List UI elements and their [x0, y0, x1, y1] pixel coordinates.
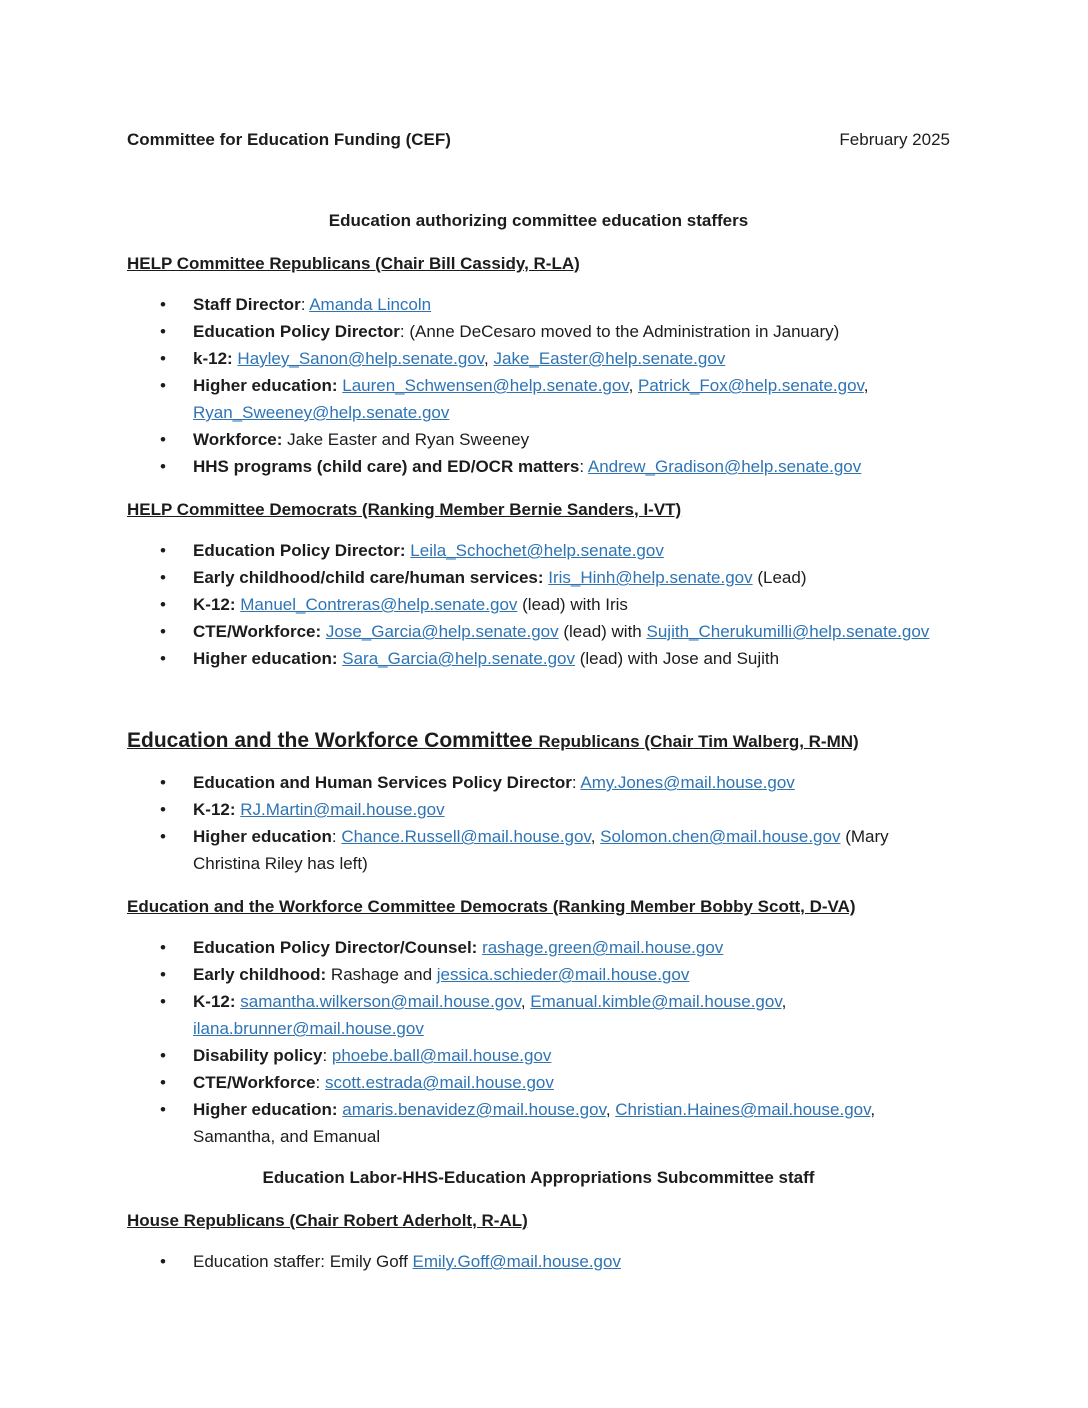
email-link[interactable]: Iris_Hinh@help.senate.gov	[548, 568, 753, 587]
text-run: ,	[781, 992, 787, 1011]
text-run: Samantha, and Emanual	[193, 1127, 381, 1146]
committee-section	[127, 1206, 950, 1275]
section-heading	[127, 1206, 950, 1235]
email-link[interactable]: RJ.Martin@mail.house.gov	[240, 800, 445, 819]
email-link[interactable]: Patrick_Fox@help.senate.gov	[638, 376, 864, 395]
email-link[interactable]: Jake_Easter@help.senate.gov	[493, 349, 726, 368]
committee-section	[127, 726, 950, 877]
document-header	[127, 126, 950, 153]
staffer-item	[127, 291, 950, 318]
email-link[interactable]: Lauren_Schwensen@help.senate.gov	[342, 376, 629, 395]
text-run: CTE/Workforce:	[193, 622, 322, 641]
email-link[interactable]: rashage.green@mail.house.gov	[482, 938, 724, 957]
document-date: February 2025	[839, 130, 950, 149]
text-run: Disability policy	[193, 1046, 323, 1065]
staffer-item	[127, 372, 950, 426]
text-run: Education Policy Director:	[193, 541, 406, 560]
section-heading	[127, 892, 950, 921]
email-link[interactable]: samantha.wilkerson@mail.house.gov	[240, 992, 521, 1011]
text-run: ,	[520, 992, 531, 1011]
text-run: Rashage and	[326, 965, 437, 984]
email-link[interactable]: Jose_Garcia@help.senate.gov	[325, 622, 559, 641]
text-run: ,	[628, 376, 639, 395]
email-link[interactable]: Christian.Haines@mail.house.gov	[615, 1100, 871, 1119]
text-run: :	[315, 1073, 325, 1092]
text-run: ,	[870, 1100, 876, 1119]
staffer-item	[127, 1069, 950, 1096]
text-run: :	[331, 827, 342, 846]
staffer-item	[127, 1248, 950, 1275]
staffer-item	[127, 1096, 950, 1150]
text-run: Republicans (Chair Tim Walberg, R-MN)	[538, 732, 859, 751]
text-run: :	[579, 457, 588, 476]
text-run: K-12:	[193, 992, 236, 1011]
email-link[interactable]: Hayley_Sanon@help.senate.gov	[237, 349, 485, 368]
email-link[interactable]: jessica.schieder@mail.house.gov	[436, 965, 690, 984]
staffer-item	[127, 345, 950, 372]
email-link[interactable]: Ryan_Sweeney@help.senate.gov	[193, 403, 450, 422]
committee-section	[127, 495, 950, 672]
text-run: Education Policy Director/Counsel:	[193, 938, 478, 957]
staffer-item	[127, 537, 950, 564]
email-link[interactable]: Andrew_Gradison@help.senate.gov	[587, 457, 862, 476]
staffer-list	[127, 537, 950, 672]
text-run: Higher education:	[193, 1100, 338, 1119]
text-run: HHS programs (child care) and ED/OCR matters	[193, 457, 580, 476]
staffer-list	[127, 291, 950, 480]
text-run: Higher education:	[193, 649, 338, 668]
email-link[interactable]: Chance.Russell@mail.house.gov	[341, 827, 591, 846]
text-run: ,	[863, 376, 869, 395]
staffer-item	[127, 823, 950, 877]
staffer-item	[127, 1042, 950, 1069]
text-run: Education and the Workforce Committee Democrats (Ranking Member Bobby Scott, D-VA)	[127, 897, 856, 916]
text-run: Christina Riley has left)	[193, 854, 368, 873]
email-link[interactable]: amaris.benavidez@mail.house.gov	[342, 1100, 606, 1119]
text-run: (lead) with	[558, 622, 647, 641]
staffer-item	[127, 618, 950, 645]
text-run: HELP Committee Democrats (Ranking Member Bernie Sanders, I-VT)	[127, 500, 682, 519]
email-link[interactable]: ilana.brunner@mail.house.gov	[193, 1019, 424, 1038]
staffer-item	[127, 769, 950, 796]
text-run: House Republicans (Chair Robert Aderholt, R-AL)	[127, 1211, 528, 1230]
email-link[interactable]: Solomon.chen@mail.house.gov	[600, 827, 841, 846]
text-run: k-12:	[193, 349, 233, 368]
staffer-item	[127, 318, 950, 345]
text-run: :	[571, 773, 581, 792]
document-body	[127, 249, 950, 1275]
text-run: Education staffer: Emily Goff	[193, 1252, 413, 1271]
email-link[interactable]: Sara_Garcia@help.senate.gov	[342, 649, 575, 668]
email-link[interactable]: Manuel_Contreras@help.senate.gov	[240, 595, 518, 614]
text-run: Higher education:	[193, 376, 338, 395]
text-run: : (Anne DeCesaro moved to the Administration in January)	[399, 322, 840, 341]
text-run: Higher education	[193, 827, 332, 846]
text-run: HELP Committee Republicans (Chair Bill Cassidy, R-LA)	[127, 254, 580, 273]
text-run: K-12:	[193, 595, 236, 614]
text-run: Jake Easter and Ryan Sweeney	[282, 430, 530, 449]
email-link[interactable]: Amy.Jones@mail.house.gov	[580, 773, 795, 792]
text-run: Education Policy Director	[193, 322, 400, 341]
staffer-item	[127, 564, 950, 591]
email-link[interactable]: Emily.Goff@mail.house.gov	[412, 1252, 621, 1271]
committee-section	[127, 249, 950, 480]
staffer-item	[127, 591, 950, 618]
text-run: Education and the Workforce Committee	[127, 729, 539, 752]
staffer-item	[127, 645, 950, 672]
email-link[interactable]: scott.estrada@mail.house.gov	[324, 1073, 554, 1092]
text-run: K-12:	[193, 800, 236, 819]
email-link[interactable]: Emanual.kimble@mail.house.gov	[530, 992, 782, 1011]
staffer-list	[127, 769, 950, 877]
committee-section	[127, 892, 950, 1150]
email-link[interactable]: Sujith_Cherukumilli@help.senate.gov	[646, 622, 930, 641]
staffer-item	[127, 934, 950, 961]
email-link[interactable]: Leila_Schochet@help.senate.gov	[410, 541, 664, 560]
staffer-item	[127, 961, 950, 988]
text-run: ,	[590, 827, 601, 846]
text-run: Workforce:	[193, 430, 283, 449]
text-run: Education and Human Services Policy Director	[193, 773, 572, 792]
staffer-item	[127, 796, 950, 823]
subcommittee-staff-title: Education Labor-HHS-Education Appropriations Subcommittee staff	[262, 1168, 815, 1187]
text-run: Staff Director	[193, 295, 301, 314]
text-run: ,	[605, 1100, 616, 1119]
text-run: (Lead)	[752, 568, 807, 587]
section-heading	[127, 495, 950, 524]
text-run: :	[322, 1046, 332, 1065]
staffer-item	[127, 426, 950, 453]
text-run: (lead) with Iris	[517, 595, 628, 614]
staffer-item	[127, 988, 950, 1042]
section-heading	[127, 249, 950, 278]
text-run: Early childhood/child care/human services:	[193, 568, 544, 587]
staffer-list	[127, 1248, 950, 1275]
text-run: CTE/Workforce	[193, 1073, 316, 1092]
email-link[interactable]: phoebe.ball@mail.house.gov	[331, 1046, 552, 1065]
email-link[interactable]: Amanda Lincoln	[309, 295, 432, 314]
text-run: :	[300, 295, 310, 314]
main-title: Education authorizing committee education staffers	[328, 211, 749, 230]
text-run: (Mary	[840, 827, 889, 846]
staffer-item	[127, 453, 950, 480]
section-heading	[127, 726, 950, 756]
text-run: (lead) with Jose and Sujith	[574, 649, 780, 668]
text-run: Early childhood:	[193, 965, 327, 984]
staffer-list	[127, 934, 950, 1150]
text-run: ,	[484, 349, 494, 368]
document-title: Committee for Education Funding (CEF)	[127, 130, 451, 149]
